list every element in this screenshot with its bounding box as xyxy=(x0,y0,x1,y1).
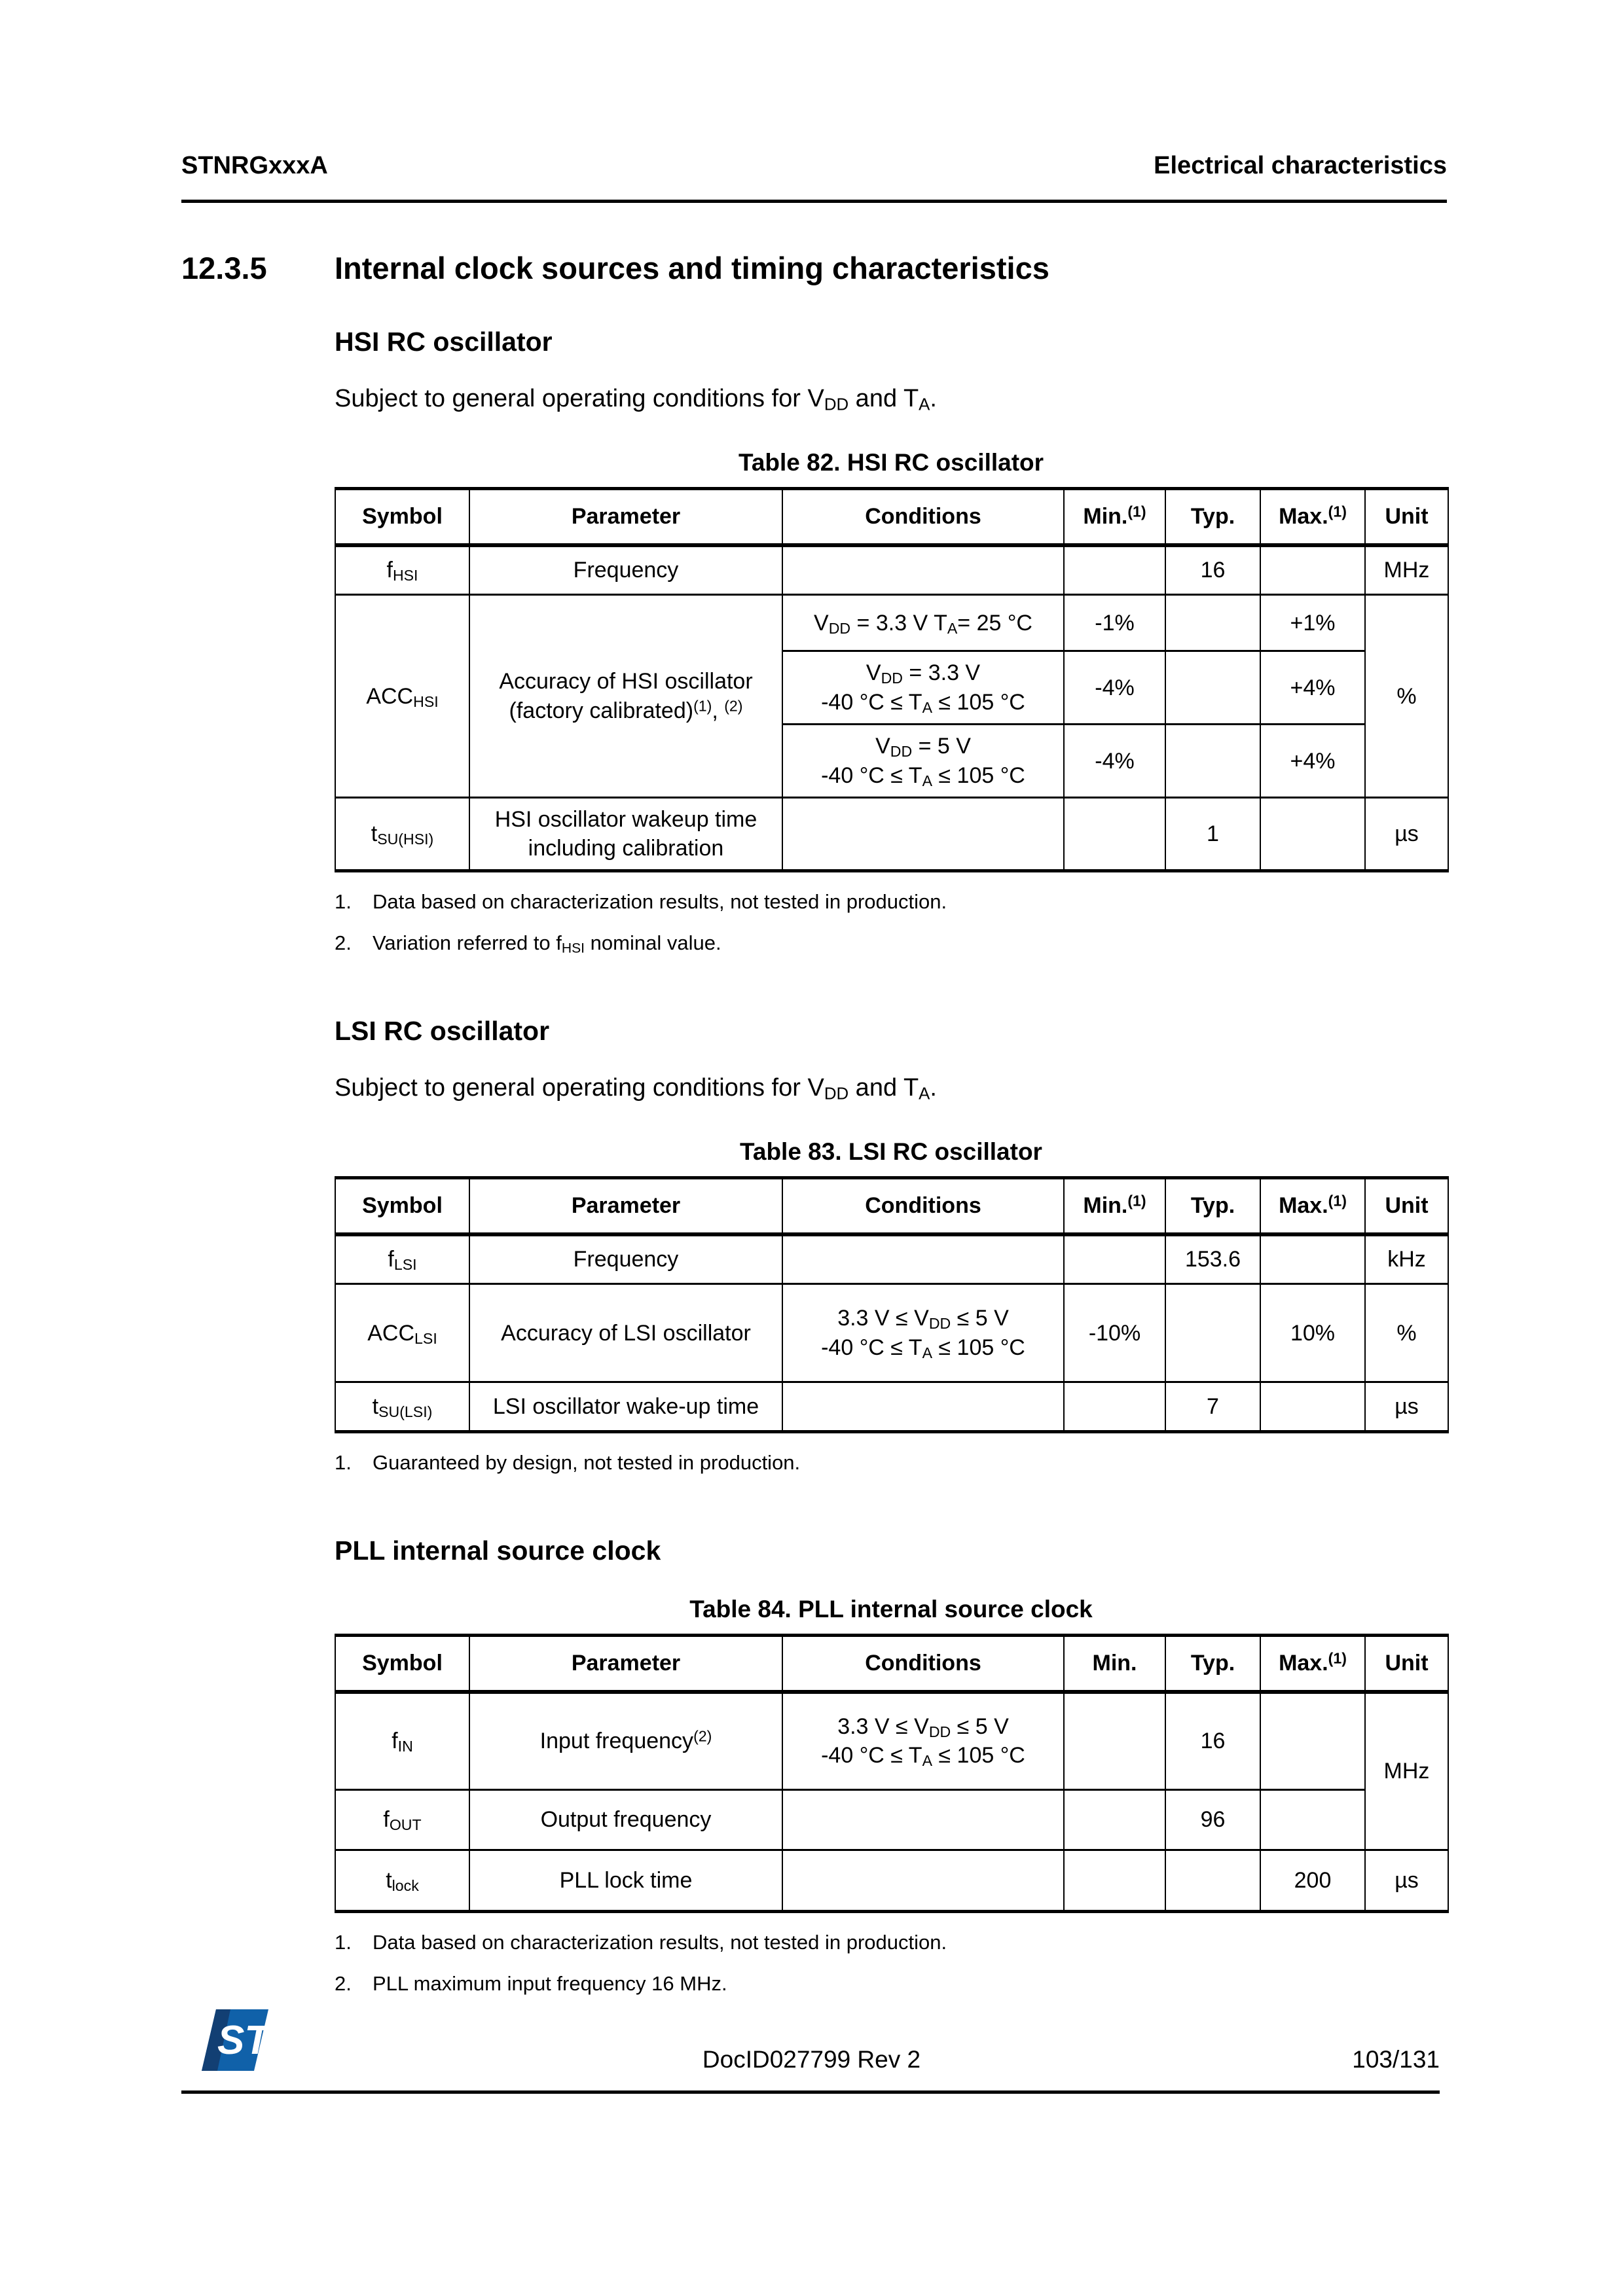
table-row xyxy=(335,1692,1448,1790)
footnote xyxy=(335,1971,1447,1997)
symbol-cell: $t_{lock}$ xyxy=(335,1850,469,1912)
footnote-text: Guaranteed by design, not tested in production. xyxy=(373,1451,801,1475)
min-cell: -10% xyxy=(1064,1284,1165,1382)
table-pll-internal-source-clock xyxy=(335,1634,1449,1913)
typ-cell: 153.6 xyxy=(1165,1234,1260,1284)
min-cell xyxy=(1064,1850,1165,1912)
col-header-parameter: Parameter xyxy=(469,1178,782,1234)
parameter-cell: Accuracy of HSI oscillator (factory calibrated)$^{(1)}$, $^{(2)}$ xyxy=(469,595,782,798)
col-header-symbol: Symbol xyxy=(335,489,469,545)
symbol-cell: $t_{SU(HSI)}$ xyxy=(335,798,469,871)
col-header-unit: Unit xyxy=(1365,489,1448,545)
conditions-cell: $V_{DD} = 3.3$ V $T_A= 25$ °C xyxy=(782,595,1064,651)
max-cell xyxy=(1260,1382,1365,1432)
table-84-caption: Table 84. PLL internal source clock xyxy=(689,1596,1093,1623)
table-row xyxy=(335,1850,1448,1912)
min-cell: -4% xyxy=(1064,651,1165,725)
unit-cell: % xyxy=(1365,1284,1448,1382)
max-cell: +1% xyxy=(1260,595,1365,651)
table-84-footnotes xyxy=(335,1930,1447,1997)
parameter-cell: HSI oscillator wakeup time including calibration xyxy=(469,798,782,871)
parameter-cell: Frequency xyxy=(469,545,782,595)
col-header-conditions: Conditions xyxy=(782,1178,1064,1234)
parameter-cell: PLL lock time xyxy=(469,1850,782,1912)
section-heading xyxy=(181,251,1447,285)
max-cell xyxy=(1260,798,1365,871)
col-header-typ: Typ. xyxy=(1165,1178,1260,1234)
unit-cell: µs xyxy=(1365,798,1448,871)
col-header-min: Min.$^{(1)}$ xyxy=(1064,1178,1165,1234)
section-number: 12.3.5 xyxy=(181,251,267,285)
parameter-cell: Input frequency$^{(2)}$ xyxy=(469,1692,782,1790)
lsi-intro: Subject to general operating conditions for $V_{DD}$ and $T_A$. xyxy=(335,1073,937,1103)
table-83-footnotes xyxy=(335,1450,1447,1476)
footnote-text: Variation referred to $f_{HSI}$ nominal value. xyxy=(373,931,721,956)
min-cell xyxy=(1064,1382,1165,1432)
max-cell xyxy=(1260,1234,1365,1284)
table-header-row xyxy=(335,1178,1448,1234)
section-title: Internal clock sources and timing characteristics xyxy=(335,251,1049,285)
col-header-min: Min.$^{(1)}$ xyxy=(1064,489,1165,545)
conditions-cell: $V_{DD} = 3.3$ V -40 $^\circ C \le T_A \le 105$ °C xyxy=(782,651,1064,725)
conditions-cell xyxy=(782,1850,1064,1912)
min-cell xyxy=(1064,1692,1165,1790)
col-header-parameter: Parameter xyxy=(469,1636,782,1692)
footnote-number: 1. xyxy=(335,890,352,914)
col-header-parameter: Parameter xyxy=(469,489,782,545)
parameter-cell: LSI oscillator wake-up time xyxy=(469,1382,782,1432)
footnote-number: 2. xyxy=(335,931,352,954)
min-cell xyxy=(1064,1234,1165,1284)
unit-cell: µs xyxy=(1365,1382,1448,1432)
col-header-min: Min. xyxy=(1064,1636,1165,1692)
parameter-cell: Output frequency xyxy=(469,1790,782,1850)
footer-page-number: 103/131 xyxy=(1352,2046,1440,2073)
col-header-typ: Typ. xyxy=(1165,1636,1260,1692)
st-logo-text: ST xyxy=(217,2018,270,2063)
conditions-cell xyxy=(782,798,1064,871)
footnote-number: 1. xyxy=(335,1451,352,1475)
col-header-symbol: Symbol xyxy=(335,1636,469,1692)
table-header-row xyxy=(335,489,1448,545)
conditions-cell xyxy=(782,1790,1064,1850)
min-cell: -1% xyxy=(1064,595,1165,651)
footnote-text: PLL maximum input frequency 16 MHz. xyxy=(373,1971,727,1995)
header-device-name: STNRGxxxA xyxy=(181,152,328,179)
symbol-cell: $ACC_{LSI}$ xyxy=(335,1284,469,1382)
max-cell xyxy=(1260,545,1365,595)
unit-cell: µs xyxy=(1365,1850,1448,1912)
typ-cell xyxy=(1165,1284,1260,1382)
header-chapter-title: Electrical characteristics xyxy=(1154,152,1447,179)
footnote xyxy=(335,889,1447,915)
typ-cell xyxy=(1165,595,1260,651)
min-cell xyxy=(1064,545,1165,595)
footnote-text: Data based on characterization results, not tested in production. xyxy=(373,890,947,914)
table-row xyxy=(335,798,1448,871)
max-cell xyxy=(1260,1790,1365,1850)
footer-rule xyxy=(181,2090,1440,2094)
running-header xyxy=(181,152,1447,180)
symbol-cell: $f_{IN}$ xyxy=(335,1692,469,1790)
unit-cell: kHz xyxy=(1365,1234,1448,1284)
symbol-cell: $f_{LSI}$ xyxy=(335,1234,469,1284)
table-82-footnotes xyxy=(335,889,1447,956)
col-header-typ: Typ. xyxy=(1165,489,1260,545)
max-cell xyxy=(1260,1692,1365,1790)
table-83-caption: Table 83. LSI RC oscillator xyxy=(740,1138,1042,1166)
symbol-cell: $f_{HSI}$ xyxy=(335,545,469,595)
footnote-number: 1. xyxy=(335,1931,352,1954)
lsi-heading: LSI RC oscillator xyxy=(335,1015,550,1046)
conditions-cell xyxy=(782,1234,1064,1284)
table-row xyxy=(335,1234,1448,1284)
col-header-max: Max.$^{(1)}$ xyxy=(1260,489,1365,545)
table-row xyxy=(335,1790,1448,1850)
min-cell xyxy=(1064,1790,1165,1850)
table-header-row xyxy=(335,1636,1448,1692)
table-row xyxy=(335,1284,1448,1382)
table-82-caption: Table 82. HSI RC oscillator xyxy=(738,449,1044,476)
conditions-cell xyxy=(782,1382,1064,1432)
footnote xyxy=(335,931,1447,956)
typ-cell: 16 xyxy=(1165,1692,1260,1790)
parameter-cell: Frequency xyxy=(469,1234,782,1284)
col-header-unit: Unit xyxy=(1365,1178,1448,1234)
typ-cell xyxy=(1165,1850,1260,1912)
table-row xyxy=(335,595,1448,651)
typ-cell xyxy=(1165,651,1260,725)
conditions-cell xyxy=(782,545,1064,595)
typ-cell: 96 xyxy=(1165,1790,1260,1850)
col-header-unit: Unit xyxy=(1365,1636,1448,1692)
typ-cell: 16 xyxy=(1165,545,1260,595)
unit-cell: MHz xyxy=(1365,1692,1448,1850)
unit-cell: MHz xyxy=(1365,545,1448,595)
typ-cell: 1 xyxy=(1165,798,1260,871)
footnote xyxy=(335,1450,1447,1476)
symbol-cell: $t_{SU(LSI)}$ xyxy=(335,1382,469,1432)
table-row xyxy=(335,545,1448,595)
footnote xyxy=(335,1930,1447,1956)
footer-doc-id: DocID027799 Rev 2 xyxy=(702,2046,921,2073)
unit-cell: % xyxy=(1365,595,1448,798)
max-cell: +4% xyxy=(1260,651,1365,725)
min-cell: -4% xyxy=(1064,725,1165,798)
table-row xyxy=(335,1382,1448,1432)
col-header-conditions: Conditions xyxy=(782,1636,1064,1692)
footnote-number: 2. xyxy=(335,1971,352,1995)
col-header-max: Max.$^{(1)}$ xyxy=(1260,1636,1365,1692)
col-header-conditions: Conditions xyxy=(782,489,1064,545)
parameter-cell: Accuracy of LSI oscillator xyxy=(469,1284,782,1382)
header-rule xyxy=(181,200,1447,203)
min-cell xyxy=(1064,798,1165,871)
max-cell: 200 xyxy=(1260,1850,1365,1912)
typ-cell: 7 xyxy=(1165,1382,1260,1432)
table-hsi-rc-oscillator xyxy=(335,487,1449,872)
col-header-symbol: Symbol xyxy=(335,1178,469,1234)
table-lsi-rc-oscillator xyxy=(335,1176,1449,1433)
conditions-cell: 3.3 $V \le V_{DD} \le 5$ V -40 $^\circ C \le T_A \le 105$ °C xyxy=(782,1284,1064,1382)
max-cell: +4% xyxy=(1260,725,1365,798)
conditions-cell: 3.3 $V \le V_{DD} \le 5$ V -40 $^\circ C \le T_A \le 105$ °C xyxy=(782,1692,1064,1790)
col-header-max: Max.$^{(1)}$ xyxy=(1260,1178,1365,1234)
hsi-intro: Subject to general operating conditions for $V_{DD}$ and $T_A$. xyxy=(335,384,937,414)
max-cell: 10% xyxy=(1260,1284,1365,1382)
footnote-text: Data based on characterization results, not tested in production. xyxy=(373,1931,947,1954)
pll-heading: PLL internal source clock xyxy=(335,1535,661,1566)
hsi-heading: HSI RC oscillator xyxy=(335,326,553,357)
conditions-cell: $V_{DD} = 5$ V -40 $^\circ C \le T_A \le 105$ °C xyxy=(782,725,1064,798)
symbol-cell: $f_{OUT}$ xyxy=(335,1790,469,1850)
symbol-cell: $ACC_{HSI}$ xyxy=(335,595,469,798)
typ-cell xyxy=(1165,725,1260,798)
